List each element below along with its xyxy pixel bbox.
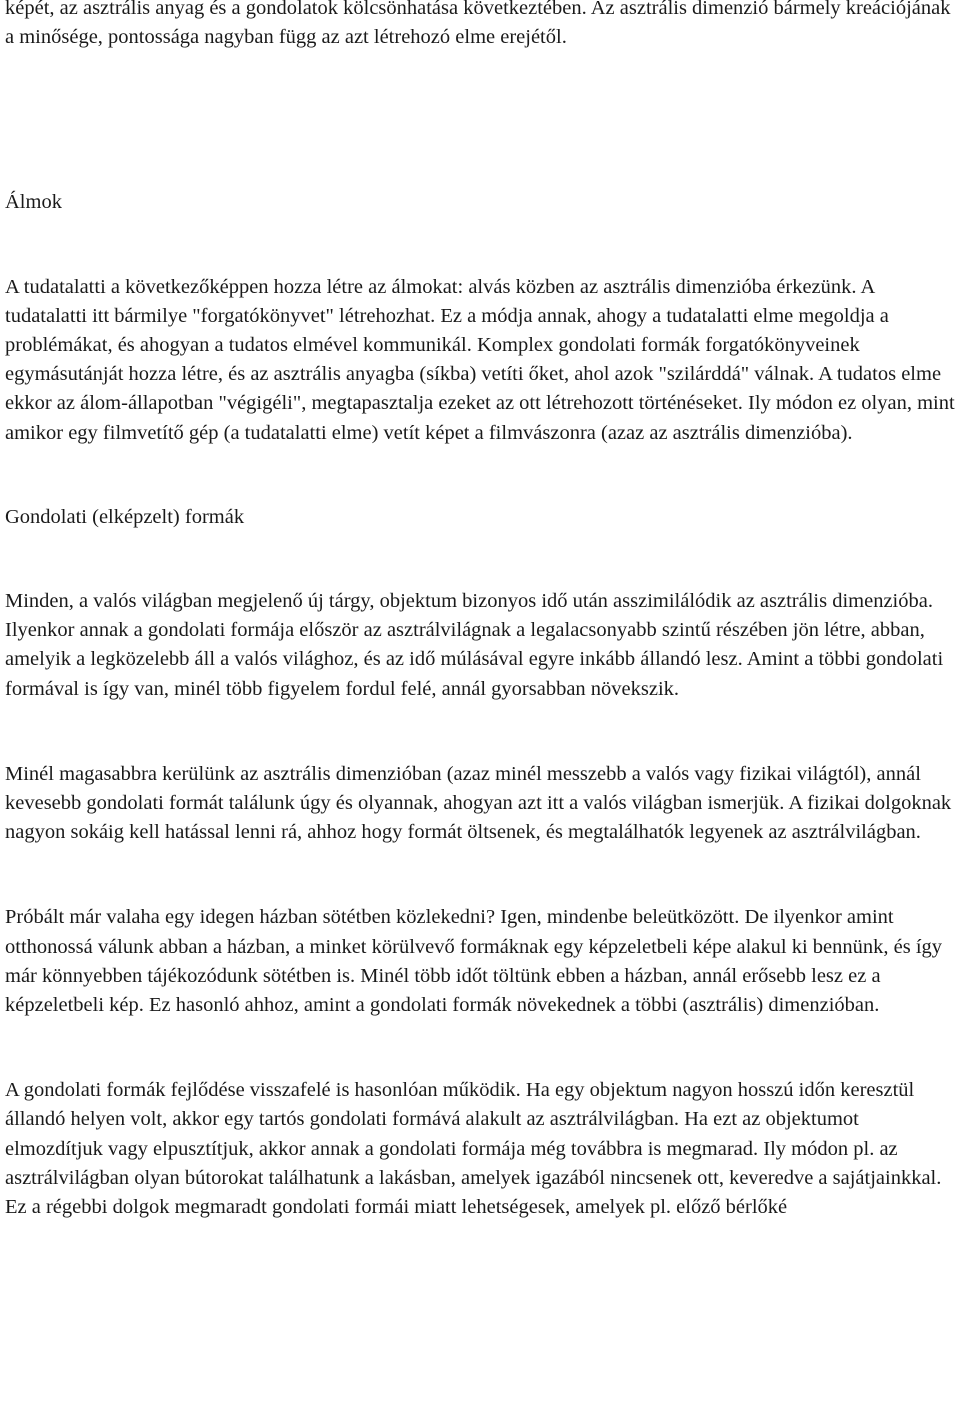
- thought-forms-paragraph-1: Minden, a valós világban megjelenő új tárgy, objektum bizonyos idő után asszimilálódik az asztrális dimenzióba. Ilyenkor annak a gondolati formája először az asztrálvilágnak a legalacsonyabb szintű részében jön létre, abban, amelyik a legközelebb áll a valós világhoz, és az idő múlásával egyre inkább állandó lesz. Amint a többi gondolati formával is így van, minél több figyelem fordul felé, annál gyorsabban növekszik.: [5, 590, 944, 700]
- section-heading-thought-forms: Gondolati (elképzelt) formák: [5, 505, 245, 528]
- section-heading-dreams: Álmok: [5, 191, 62, 214]
- thought-forms-paragraph-2: Minél magasabbra kerülünk az asztrális dimenzióban (azaz minél messzebb a valós vagy fizikai világtól), annál kevesebb gondolati formát találunk úgy és olyannak, ahogyan azt itt a valós világban ismerjük. A fizikai dolgoknak nagyon sokáig kell hatással lenni rá, ahhoz hogy formát öltsenek, és megtalálhatók legyenek az asztrálvilágban.: [5, 762, 952, 844]
- dreams-paragraph: A tudatalatti a következőképpen hozza létre az álmokat: alvás közben az asztrális dimenzióba érkezünk. A tudatalatti itt bármilye "forgatókönyvet" létrehozhat. Ez a módja annak, ahogy a tudatalatti elme megoldja a problémákat, és ahogyan a tudatos elmével kommunikál. Komplex gondolati formák forgatókönyveinek egymásutánját hozza létre, és az asztrális anyagba (síkba) vetíti őket, ahol azok "szilárddá" válnak. A tudatos elme ekkor az álom-állapotban "végigéli", megtapasztalja ezeket az ott létrehozott történéseket. Ily módon ez olyan, mint amikor egy filmvetítő gép (a tudatalatti elme) vetít képet a filmvászonra (azaz az asztrális dimenzióba).: [5, 275, 955, 444]
- document-page: [5, 0, 955, 1222]
- thought-forms-paragraph-3: Próbált már valaha egy idegen házban sötétben közlekedni? Igen, mindenbe beleütközött. De ilyenkor amint otthonossá válunk abban a házban, a minket körülvevő formáknak egy képzeletbeli képe alakul ki bennünk, és így már könnyebben tájékozódunk sötétben is. Minél több időt töltünk ebben a házban, annál erősebb lesz ez a képzeletbeli kép. Ez hasonló ahhoz, amint a gondolati formák növekednek a többi (asztrális) dimenzióban.: [5, 906, 943, 1017]
- intro-paragraph: képét, az asztrális anyag és a gondolatok kölcsönhatása következtében. Az asztrális dimenzió bármely kreációjának a minősége, pontossága nagyban függ az azt létrehozó elme erejétől.: [5, 0, 951, 49]
- thought-forms-paragraph-4: A gondolati formák fejlődése visszafelé is hasonlóan működik. Ha egy objektum nagyon hosszú időn keresztül állandó helyen volt, akkor egy tartós gondolati formává alakult az asztrálvilágban. Ha ezt az objektumot elmozdítjuk vagy elpusztítjuk, akkor annak a gondolati formája még továbbra is megmarad. Ily módon pl. az asztrálvilágban olyan bútorokat találhatunk a lakásban, amelyek igazából nincsenek ott, keveredve a sajátjainkkal. Ez a régebbi dolgok megmaradt gondolati formái miatt lehetségesek, amelyek pl. előző bérlőké: [5, 1079, 942, 1219]
